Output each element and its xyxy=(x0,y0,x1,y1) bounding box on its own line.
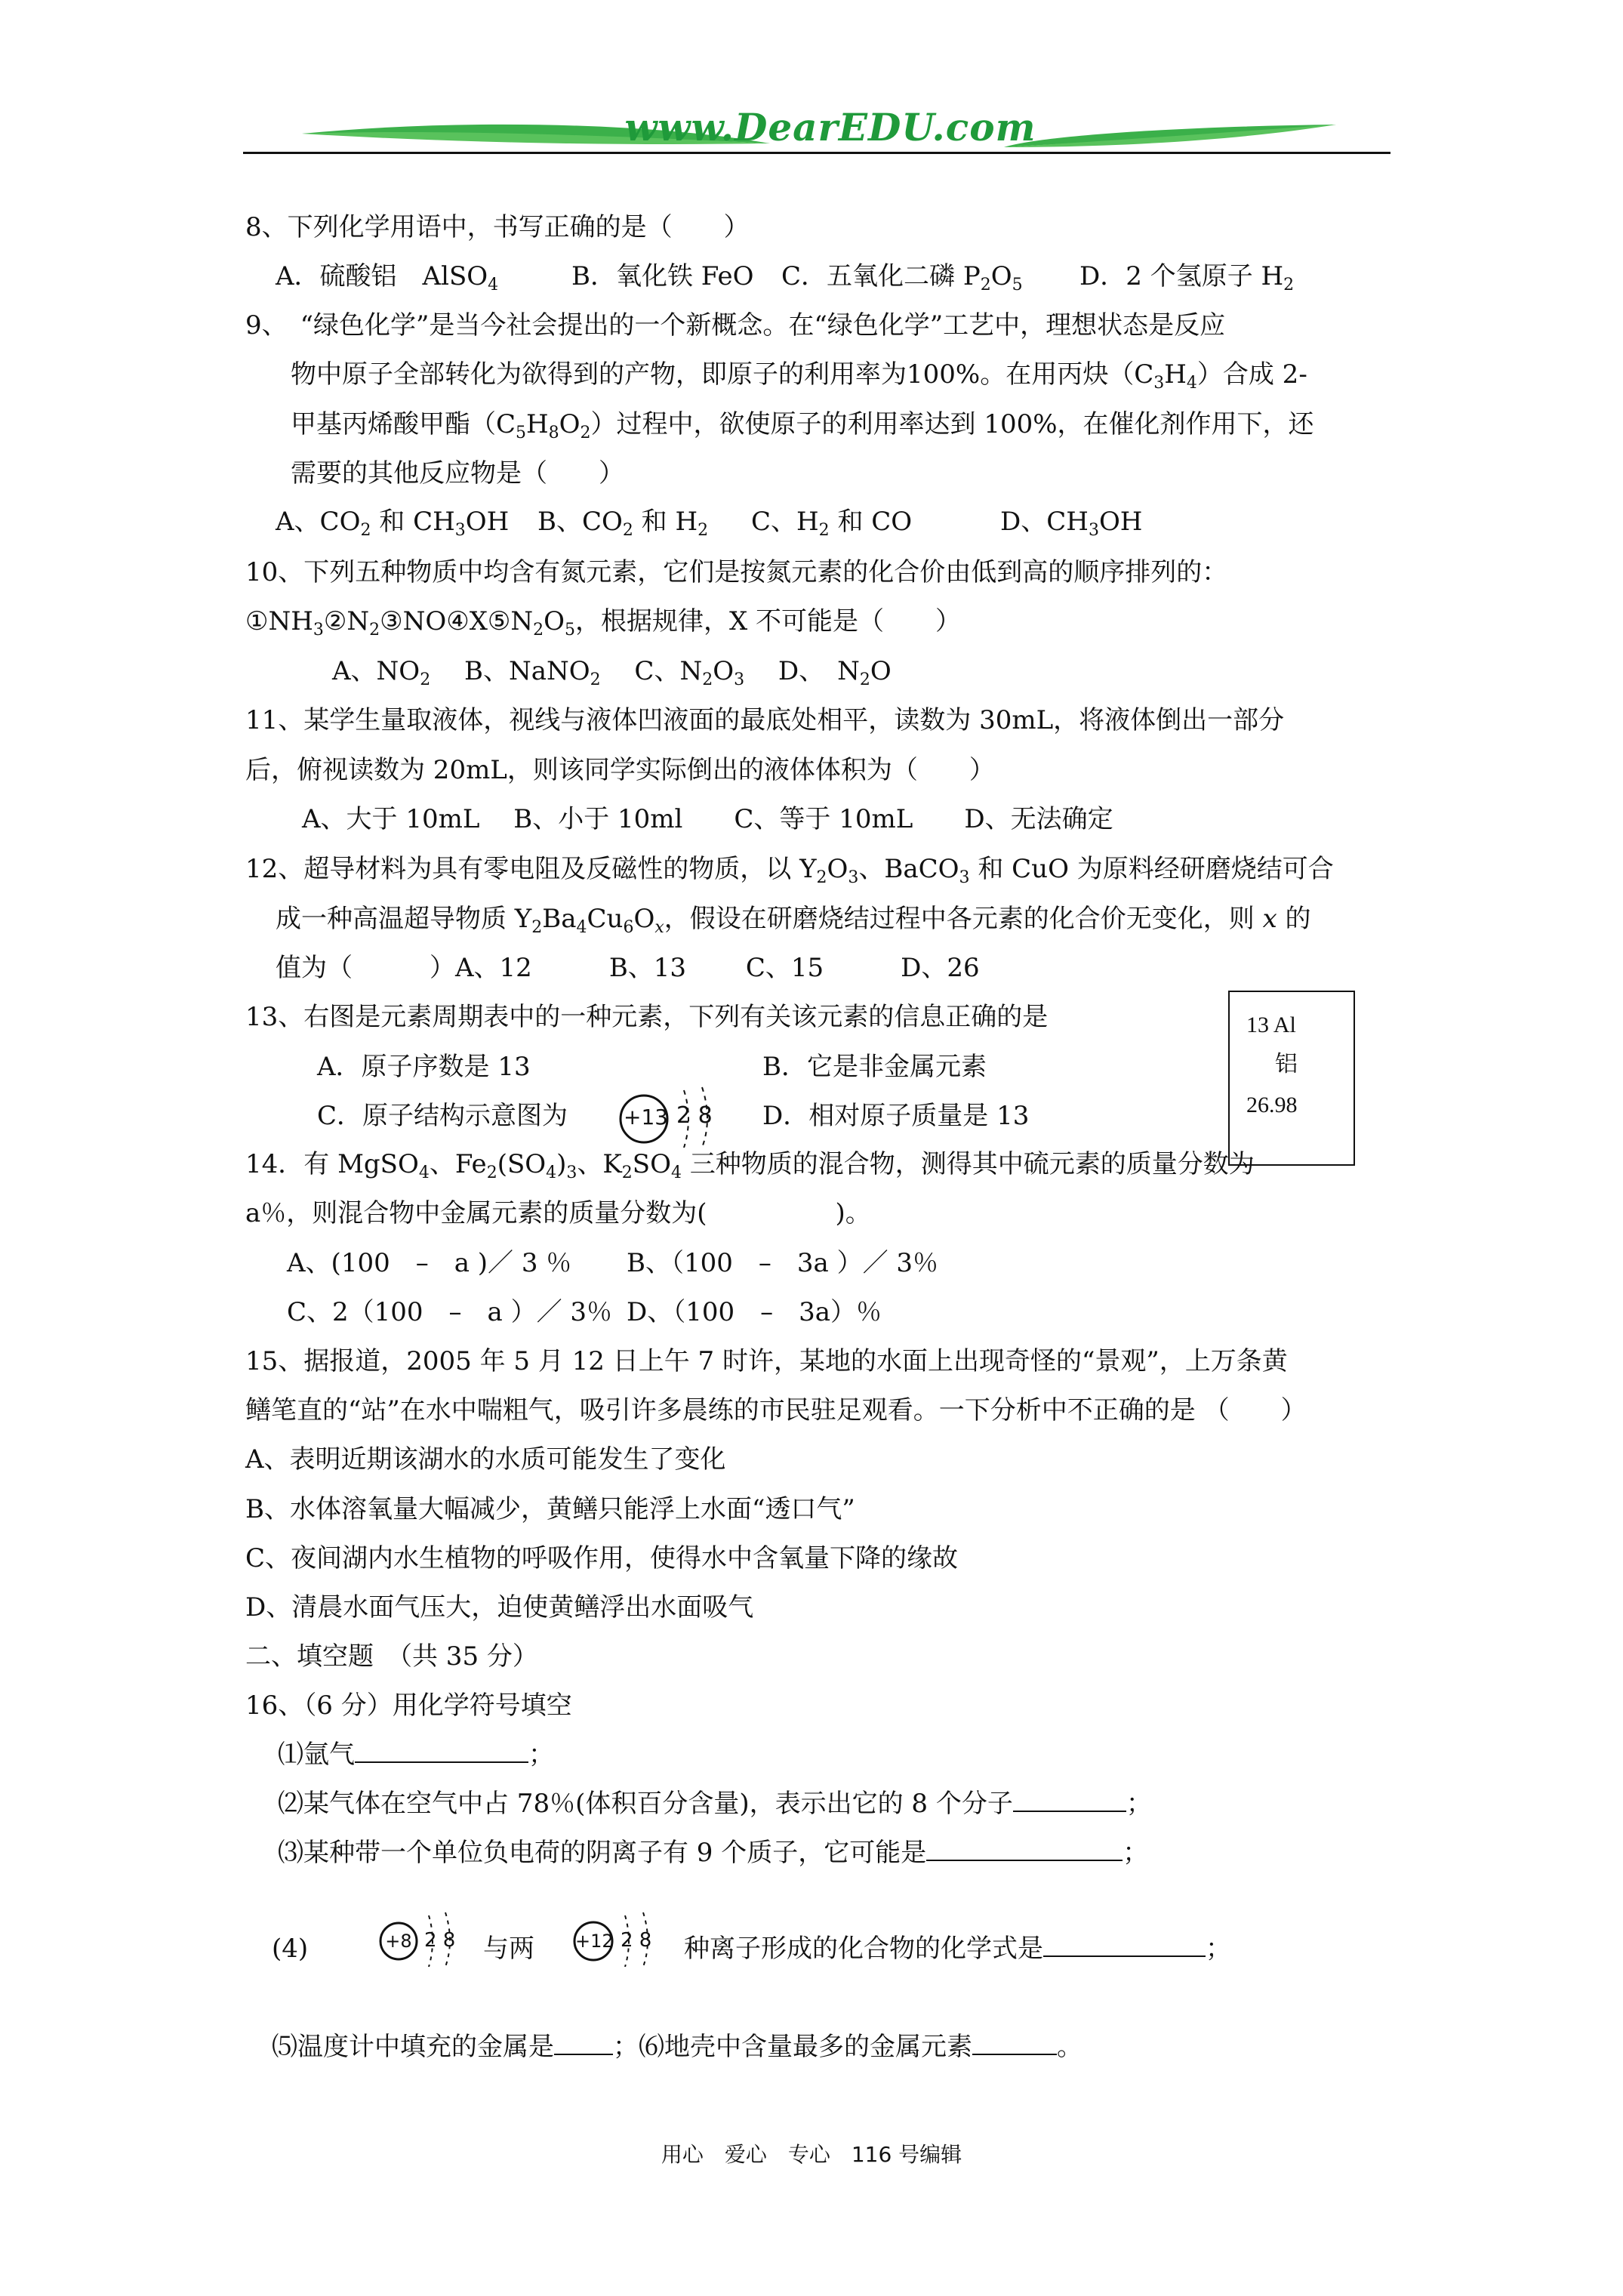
q14-option-d: D、（100 – 3a）％ xyxy=(627,1297,882,1327)
q16-part4 xyxy=(684,1933,1231,1965)
q9-line1: 9、 “绿色化学”是当今社会提出的一个新概念。在“绿色化学”工艺中，理想状态是反应 xyxy=(245,310,1226,341)
section-title: 二、填空题 （共 35 分） xyxy=(245,1641,538,1672)
q16-part1-text: ⑴氩气 xyxy=(278,1740,355,1770)
q9-option-a: A、$CO_2$ 和 $CH_3OH$ xyxy=(276,507,510,540)
q14-option-c: C、2（100 – a ）／ 3％ xyxy=(287,1297,613,1327)
atom-shell-labels: 2 8 xyxy=(621,1929,652,1952)
page-footer: 用心 爱心 专心 116 号编辑 xyxy=(661,2142,962,2167)
q16-part4-label: (4) xyxy=(272,1934,309,1964)
q16-part1-blank[interactable] xyxy=(355,1739,528,1763)
q16-part3-end: ； xyxy=(1123,1838,1149,1868)
q13-option-c: C．原子结构示意图为 xyxy=(317,1101,568,1131)
q15-option-d: D、清晨水面气压大，迫使黄鳝浮出水面吸气 xyxy=(245,1592,754,1623)
q16-part2-text: ⑵某气体在空气中占 78％(体积百分含量)，表示出它的 8 个分子 xyxy=(278,1789,1013,1819)
q16-part2 xyxy=(278,1788,1152,1820)
atom-nucleus-label: +12 xyxy=(575,1931,614,1952)
atom-shell-labels: 2 8 xyxy=(676,1102,713,1129)
q16-part3-blank[interactable] xyxy=(926,1837,1123,1861)
q13-option-b: B．它是非金属元素 xyxy=(762,1052,987,1082)
q13-option-d: D．相对原子质量是 13 xyxy=(762,1101,1030,1131)
q16-part6-blank[interactable] xyxy=(972,2031,1057,2055)
q8-option-a: A．硫酸铝 AlSO$_4$ xyxy=(276,261,499,294)
q16-part5-blank[interactable] xyxy=(554,2031,613,2055)
q16-part2-end: ； xyxy=(1126,1789,1152,1819)
q16-stem: 16、（6 分）用化学符号填空 xyxy=(245,1690,572,1721)
q15-line2: 鳝笔直的“站”在水中喘粗气，吸引许多晨练的市民驻足观看。一下分析中不正确的是 （ ） xyxy=(245,1395,1307,1425)
q15-option-b: B、水体溶氧量大幅减少，黄鳝只能浮上水面“透口气” xyxy=(245,1494,855,1524)
q8-stem: 8、下列化学用语中，书写正确的是（ ） xyxy=(245,212,750,242)
q16-part5-mid: ；⑹地壳中含量最多的金属元素 xyxy=(613,2032,972,2062)
aluminum-atom-diagram xyxy=(617,1080,731,1148)
q9-line4: 需要的其他反应物是（ ） xyxy=(291,458,624,488)
q16-part4-end: ； xyxy=(1206,1934,1231,1964)
q15-option-a: A、表明近期该湖水的水质可能发生了变化 xyxy=(245,1444,726,1475)
q16-part4-text: 种离子形成的化合物的化学式是 xyxy=(684,1934,1043,1964)
q10-line1: 10、下列五种物质中均含有氮元素，它们是按氮元素的化合价由低到高的顺序排列的： xyxy=(245,557,1228,587)
q8-option-d: D．2 个氢原子 $H_2$ xyxy=(1079,261,1295,294)
q11-line2: 后，俯视读数为 20mL，则该同学实际倒出的液体体积为（ ） xyxy=(245,755,995,785)
atom-shell-labels: 2 8 xyxy=(424,1929,456,1952)
q16-part2-blank[interactable] xyxy=(1013,1788,1126,1812)
q15-line1: 15、据报道，2005 年 5 月 12 日上午 7 时许，某地的水面上出现奇怪的“景观”，上万条黄 xyxy=(245,1346,1288,1376)
q12-line3: 值为（ ）A、12 B、13 C、15 D、26 xyxy=(276,953,980,983)
q9-line3: 甲基丙烯酸甲酯$(C_5H_8O_2)$过程中，欲使原子的利用率达到 100%，在催化剂作用下，还 xyxy=(291,409,1314,442)
q8-option-c: C．五氧化二磷 $P_2O_5$ xyxy=(781,261,1023,294)
q16-part1-end: ； xyxy=(528,1740,554,1770)
q16-part3 xyxy=(278,1837,1148,1869)
q14-line2: a％，则混合物中金属元素的质量分数为( )。 xyxy=(245,1198,871,1228)
element-mass: 26.98 xyxy=(1246,1093,1298,1117)
q16-part4-blank[interactable] xyxy=(1043,1933,1206,1957)
q9-option-d: D、$CH_3OH$ xyxy=(1000,507,1143,540)
logo-text: www.DearEDU.com xyxy=(624,105,1036,149)
q16-part1 xyxy=(278,1739,554,1771)
q16-part6-end: 。 xyxy=(1057,2032,1083,2062)
q10-options: A、$NO_2$ B、NaNO$_2$ C、$N_2O_3$ D、 $N_2O$ xyxy=(332,656,892,689)
atom-nucleus-label: +13 xyxy=(624,1105,669,1130)
element-card xyxy=(1228,991,1355,1166)
q16-part5 xyxy=(272,2031,1083,2063)
q8-option-b: B．氧化铁 FeO xyxy=(571,261,754,291)
q14-option-b: B、（100 – 3a ）／ 3％ xyxy=(627,1248,939,1278)
q15-option-c: C、夜间湖内水生植物的呼吸作用，使得水中含氧量下降的缘故 xyxy=(245,1543,959,1573)
q14-line1: 14．有 MgSO$_4$、$Fe_2(SO_4)_3$、$K_2SO_4$ 三种物质的混合物，测得其中硫元素的质量分数为 xyxy=(245,1149,1255,1182)
q11-line1: 11、某学生量取液体，视线与液体凹液面的最底处相平，读数为 30mL，将液体倒出一部分 xyxy=(245,705,1285,735)
q13-stem: 13、右图是元素周期表中的一种元素，下列有关该元素的信息正确的是 xyxy=(245,1002,1049,1032)
q16-part3-text: ⑶某种带一个单位负电荷的阴离子有 9 个质子，它可能是 xyxy=(278,1838,927,1868)
q16-part5-text: ⑸温度计中填充的金属是 xyxy=(272,2032,554,2062)
q9-line2: 物中原子全部转化为欲得到的产物，即原子的利用率为100%。在用丙炔$(C_3H_4)$合成 2- xyxy=(291,359,1307,393)
header-rule xyxy=(243,152,1390,154)
q12-line1: 12、超导材料为具有零电阻及反磁性的物质，以 $Y_2O_3$、BaCO$_3$ 和 CuO 为原料经研磨烧结可合 xyxy=(245,854,1334,887)
magnesium-ion-diagram xyxy=(571,1906,669,1967)
q10-line2: $①NH_3②N_2③NO④X⑤N_2O_5$，根据规律，X 不可能是（ ） xyxy=(245,606,962,639)
element-name: 铝 xyxy=(1275,1051,1298,1077)
q12-line2: 成一种高温超导物质 $Y_2Ba_4Cu_6O_x$，假设在研磨烧结过程中各元素的化合价无变化，则 x 的 xyxy=(276,904,1311,937)
q16-part4-mid: 与两 xyxy=(483,1934,534,1964)
q11-options: A、大于 10mL B、小于 10ml C、等于 10mL D、无法确定 xyxy=(302,804,1113,834)
q14-option-a: A、(100 – a )／ 3 ％ xyxy=(287,1248,572,1278)
q9-option-b: B、$CO_2$ 和 $H_2$ xyxy=(537,507,709,540)
q9-option-c: C、$H_2$ 和 CO xyxy=(751,507,913,540)
q13-option-a: A．原子序数是 13 xyxy=(317,1052,531,1082)
element-number-symbol: 13 Al xyxy=(1246,1012,1296,1037)
oxygen-ion-diagram xyxy=(376,1906,467,1967)
atom-nucleus-label: +8 xyxy=(385,1931,412,1952)
